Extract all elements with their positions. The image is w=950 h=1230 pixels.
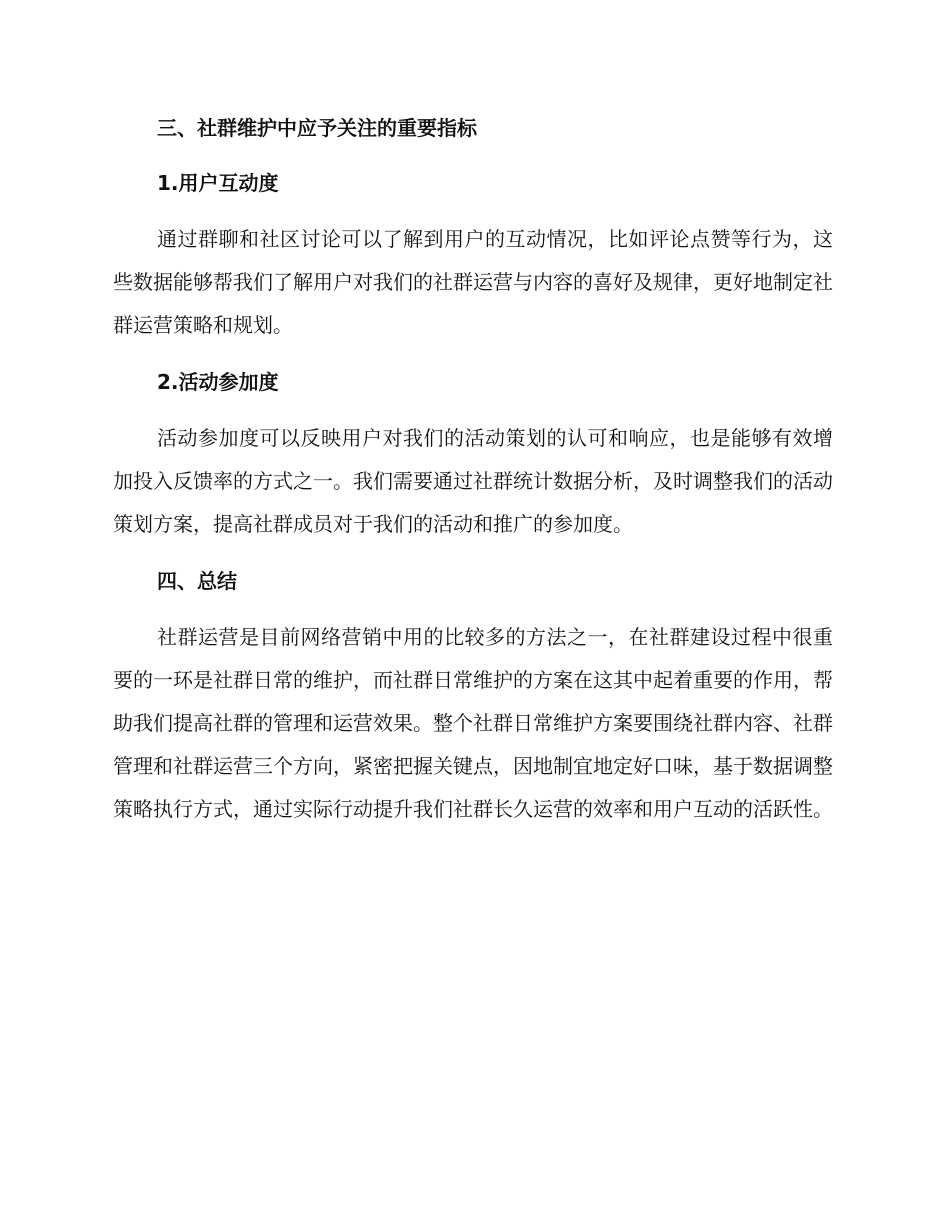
paragraph-summary: 社群运营是目前网络营销中用的比较多的方法之一，在社群建设过程中很重要的一环是社群日常的维护，而社群日常维护的方案在这其中起着重要的作用，帮助我们提高社群的管理和运营效果。整个社群日常维护方案要围绕社群内容、社群管理和社群运营三个方向，紧密把握关键点，因地制宜地定好口味，基于数据调整策略执行方式，通过实际行动提升我们社群长久运营的效率和用户互动的活跃性。 xyxy=(113,625,833,821)
paragraph-user-interaction: 通过群聊和社区讨论可以了解到用户的互动情况，比如评论点赞等行为，这些数据能够帮我们了解用户对我们的社群运营与内容的喜好及规律，更好地制定社群运营策略和规划。 xyxy=(113,227,833,337)
section-heading-summary: 四、总结 xyxy=(157,569,237,593)
section-heading-indicators: 三、社群维护中应予关注的重要指标 xyxy=(157,116,477,140)
subheading-activity-participation: 2.活动参加度 xyxy=(157,370,279,394)
paragraph-activity-participation: 活动参加度可以反映用户对我们的活动策划的认可和响应，也是能够有效增加投入反馈率的方式之一。我们需要通过社群统计数据分析，及时调整我们的活动策划方案，提高社群成员对于我们的活动和推广的参加度。 xyxy=(113,426,833,536)
subheading-user-interaction: 1.用户互动度 xyxy=(157,171,279,195)
document-body xyxy=(113,108,833,831)
